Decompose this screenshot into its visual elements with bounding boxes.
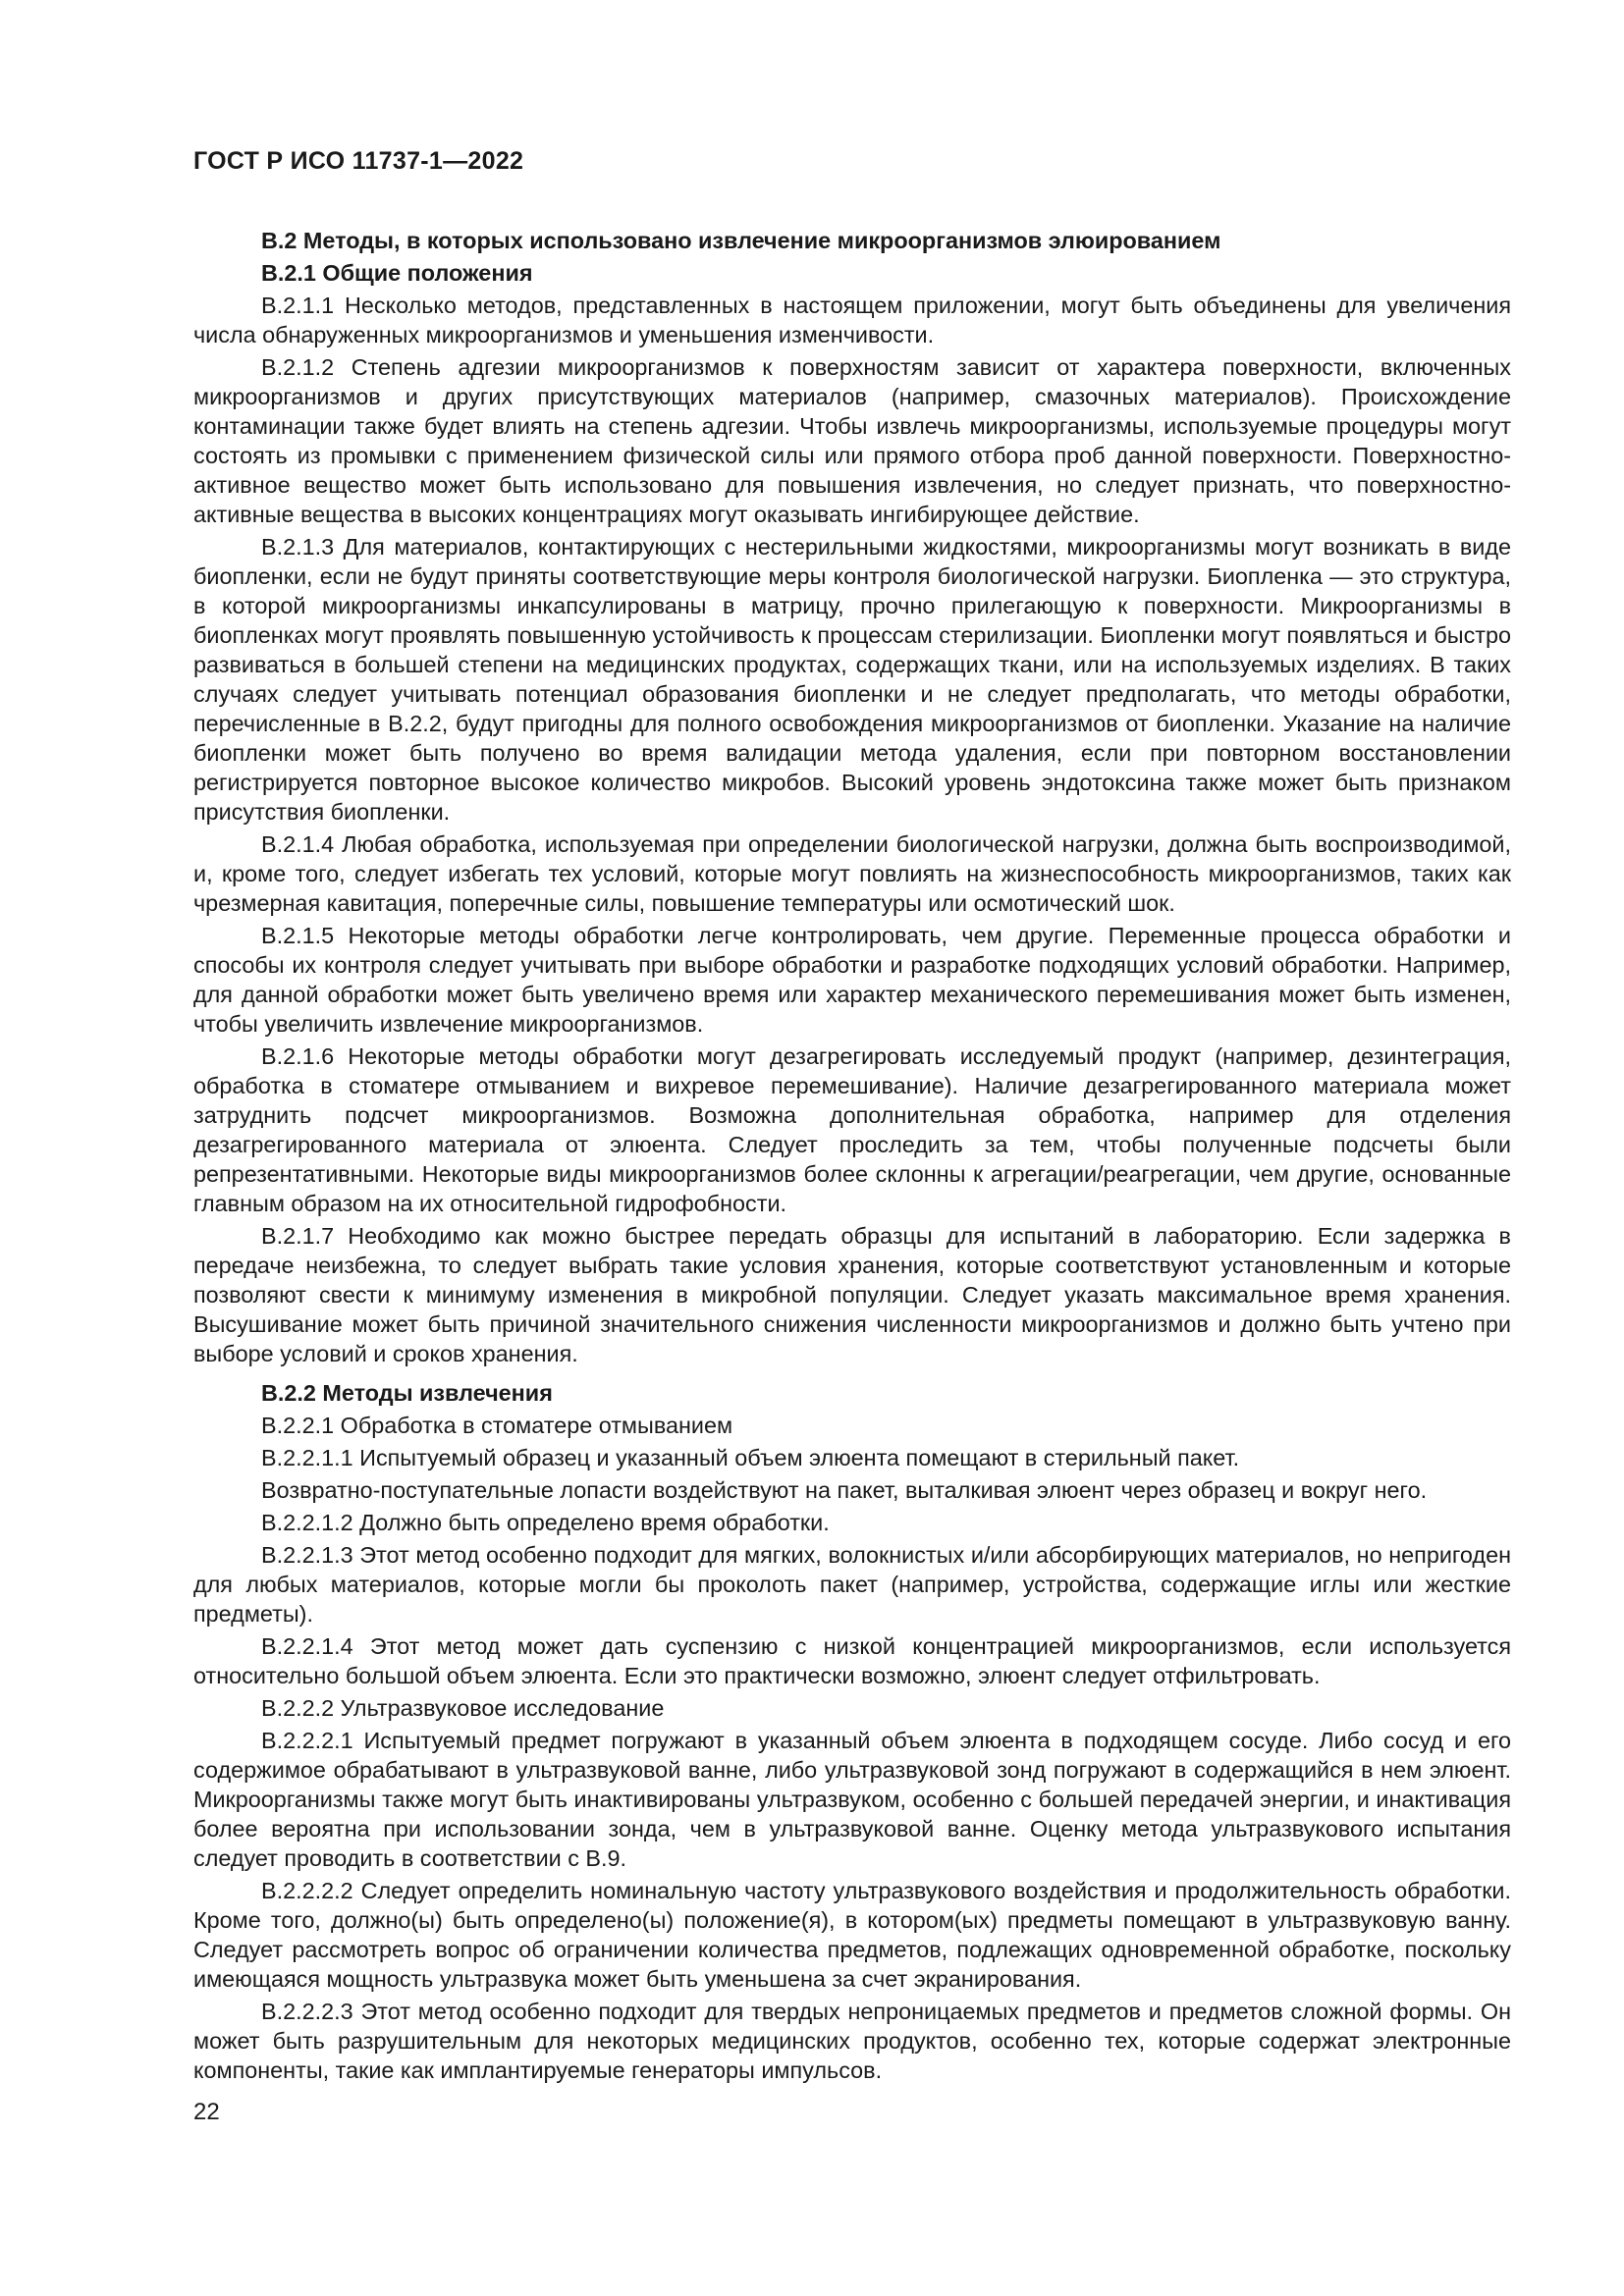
paragraph: B.2.2.2.2 Следует определить номинальную частоту ультразвукового воздействия и продолжительность обработки. Кроме того, должно(ы) быть определено(ы) положение(я), в котором(ых) предметы помещают в ультразвуковую ванну. Следует рассмотреть вопрос об ограничении количества предметов, подлежащих одновременной обработке, поскольку имеющаяся мощность ультразвука может быть уменьшена за счет экранирования.	[193, 1878, 1511, 1992]
paragraph: B.2.1.5 Некоторые методы обработки легче контролировать, чем другие. Переменные процесса обработки и способы их контроля следует учитывать при выборе обработки и разработке подходящих условий обработки. Например, для данной обработки может быть увеличено время или характер механического перемешивания может быть изменен, чтобы увеличить извлечение микроорганизмов.	[193, 923, 1511, 1037]
paragraph: B.2.2.1.4 Этот метод может дать суспензию с низкой концентрацией микроорганизмов, если используется относительно большой объем элюента. Если это практически возможно, элюент следует отфильтровать.	[193, 1633, 1511, 1688]
paragraph: B.2.1.2 Степень адгезии микроорганизмов к поверхностям зависит от характера поверхности, включенных микроорганизмов и других присутствующих материалов (например, смазочных материалов). Происхождение контаминации также будет влиять на степень адгезии. Чтобы извлечь микроорганизмы, используемые процедуры могут состоять из промывки с применением физической силы или прямого отбора проб данной поверхности. Поверхностно-активное вещество может быть использовано для повышения извлечения, но следует признать, что поверхностно-активные вещества в высоких концентрациях могут оказывать ингибирующее действие.	[193, 354, 1511, 527]
paragraph: B.2.2.2.1 Испытуемый предмет погружают в указанный объем элюента в подходящем сосуде. Либо сосуд и его содержимое обрабатывают в ультразвуковой ванне, либо ультразвуковой зонд погружают в содержащийся в нем элюент. Микроорганизмы также могут быть инактивированы ультразвуком, особенно с большей передачей энергии, и инактивация более вероятна при использовании зонда, чем в ультразвуковой ванне. Оценку метода ультразвукового испытания следует проводить в соответствии с B.9.	[193, 1728, 1511, 1871]
section-heading: B.2 Методы, в которых использовано извлечение микроорганизмов элюированием	[261, 228, 1221, 253]
document-body	[193, 226, 1511, 2085]
subsection-heading-general: B.2.1 Общие положения	[261, 260, 533, 286]
paragraph: B.2.2.2 Ультразвуковое исследование	[261, 1695, 665, 1721]
paragraph: B.2.2.1 Обработка в стоматере отмыванием	[261, 1413, 733, 1438]
paragraph: B.2.1.1 Несколько методов, представленных в настоящем приложении, могут быть объединены для увеличения числа обнаруженных микроорганизмов и уменьшения изменчивости.	[193, 293, 1511, 347]
page-number: 22	[193, 2099, 220, 2125]
paragraph: B.2.1.3 Для материалов, контактирующих с нестерильными жидкостями, микроорганизмы могут возникать в виде биопленки, если не будут приняты соответствующие меры контроля биологической нагрузки. Биопленка — это структура, в которой микроорганизмы инкапсулированы в матрицу, прочно прилегающую к поверхности. Микроорганизмы в биопленках могут проявлять повышенную устойчивость к процессам стерилизации. Биопленки могут появляться и быстро развиваться в большей степени на медицинских продуктах, содержащих ткани, или на используемых изделиях. В таких случаях следует учитывать потенциал образования биопленки и не следует предполагать, что методы обработки, перечисленные в B.2.2, будут пригодны для полного освобождения микроорганизмов от биопленки. Указание на наличие биопленки может быть получено во время валидации метода удаления, если при повторном восстановлении регистрируется повторное высокое количество микробов. Высокий уровень эндотоксина также может быть признаком присутствия биопленки.	[193, 534, 1511, 825]
paragraph: B.2.1.6 Некоторые методы обработки могут дезагрегировать исследуемый продукт (например, дезинтеграция, обработка в стоматере отмыванием и вихревое перемешивание). Наличие дезагрегированного материала может затруднить подсчет микроорганизмов. Возможна дополнительная обработка, например для отделения дезагрегированного материала от элюента. Следует проследить за тем, чтобы полученные подсчеты были репрезентативными. Некоторые виды микроорганизмов более склонны к агрегации/реагрегации, чем другие, основанные главным образом на их относительной гидрофобности.	[193, 1043, 1511, 1216]
paragraph: Возвратно-поступательные лопасти воздействуют на пакет, выталкивая элюент через образец и вокруг него.	[261, 1477, 1428, 1503]
paragraph: B.2.2.1.2 Должно быть определено время обработки.	[261, 1510, 830, 1535]
paragraph: B.2.2.1.1 Испытуемый образец и указанный объем элюента помещают в стерильный пакет.	[261, 1445, 1240, 1470]
paragraph: B.2.1.4 Любая обработка, используемая при определении биологической нагрузки, должна быть воспроизводимой, и, кроме того, следует избегать тех условий, которые могут повлиять на жизнеспособность микроорганизмов, таких как чрезмерная кавитация, поперечные силы, повышение температуры или осмотический шок.	[193, 831, 1511, 916]
paragraph: B.2.1.7 Необходимо как можно быстрее передать образцы для испытаний в лабораторию. Если задержка в передаче неизбежна, то следует выбрать такие условия хранения, которые соответствуют установленным и которые позволяют свести к минимуму изменения в микробной популяции. Следует указать максимальное время хранения. Высушивание может быть причиной значительного снижения численности микроорганизмов и должно быть учтено при выборе условий и сроков хранения.	[193, 1223, 1511, 1366]
paragraph: B.2.2.2.3 Этот метод особенно подходит для твердых непроницаемых предметов и предметов сложной формы. Он может быть разрушительным для некоторых медицинских продуктов, особенно тех, которые содержат электронные компоненты, такие как имплантируемые генераторы импульсов.	[193, 1999, 1511, 2083]
paragraph: B.2.2.1.3 Этот метод особенно подходит для мягких, волокнистых и/или абсорбирующих материалов, но непригоден для любых материалов, которые могли бы проколоть пакет (например, устройства, содержащие иглы или жесткие предметы).	[193, 1542, 1511, 1627]
document-header-id: ГОСТ Р ИСО 11737-1—2022	[193, 147, 524, 175]
subsection-heading-methods: B.2.2 Методы извлечения	[261, 1380, 553, 1406]
